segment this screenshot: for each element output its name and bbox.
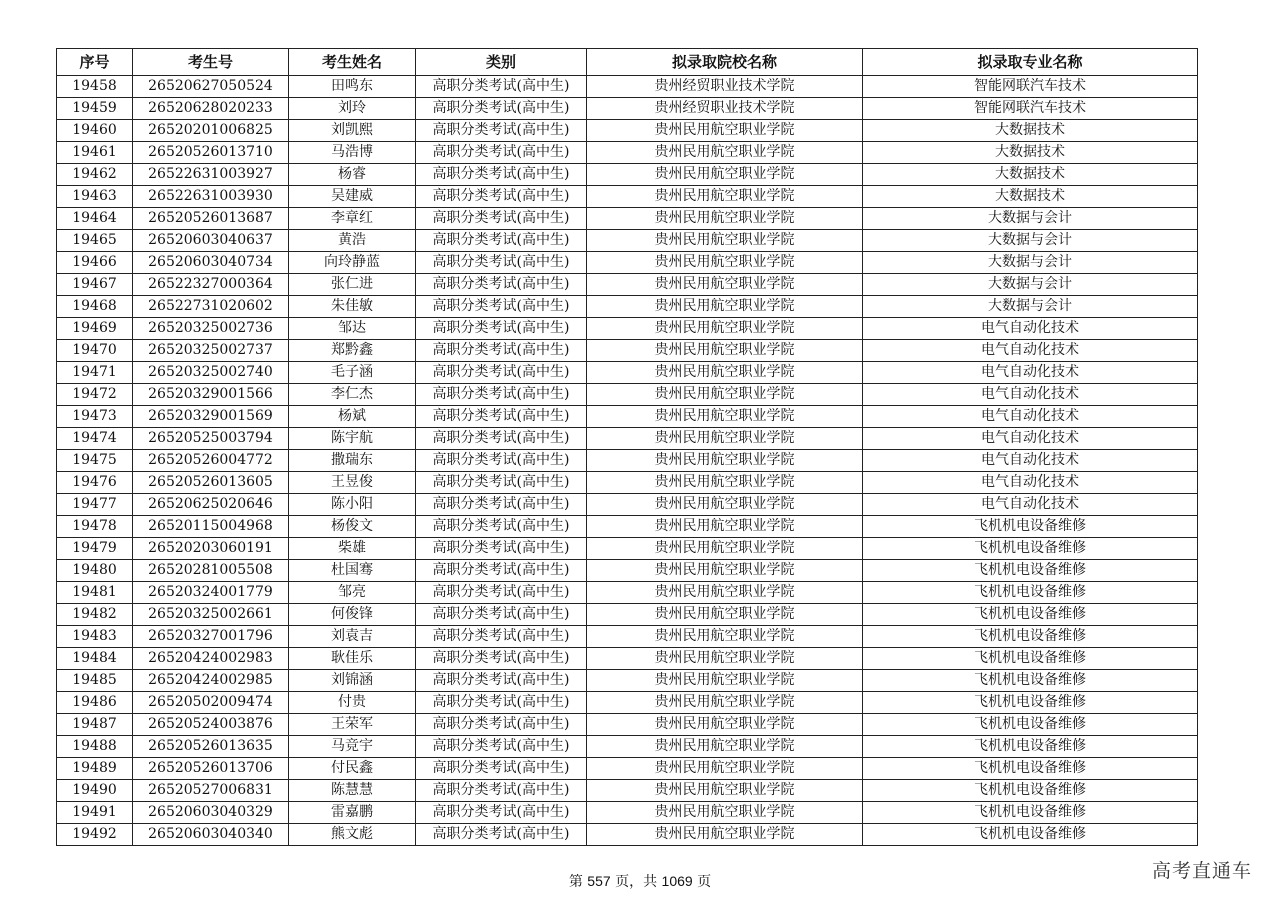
table-row	[57, 780, 1198, 802]
table-row	[57, 274, 1198, 296]
cell-category: 高职分类考试(高中生)	[416, 230, 587, 252]
cell-exam-id: 26520526004772	[133, 450, 289, 472]
cell-school: 贵州民用航空职业学院	[587, 362, 863, 384]
cell-category: 高职分类考试(高中生)	[416, 626, 587, 648]
table-row	[57, 736, 1198, 758]
table-row	[57, 824, 1198, 846]
cell-exam-id: 26522327000364	[133, 274, 289, 296]
cell-major: 电气自动化技术	[863, 450, 1198, 472]
cell-seq: 19458	[57, 76, 133, 98]
cell-school: 贵州民用航空职业学院	[587, 230, 863, 252]
table-row	[57, 318, 1198, 340]
cell-name: 田鸣东	[289, 76, 416, 98]
cell-major: 大数据与会计	[863, 252, 1198, 274]
cell-major: 电气自动化技术	[863, 384, 1198, 406]
admission-table	[56, 48, 1198, 846]
cell-seq: 19471	[57, 362, 133, 384]
cell-exam-id: 26520325002736	[133, 318, 289, 340]
cell-school: 贵州民用航空职业学院	[587, 120, 863, 142]
cell-school: 贵州民用航空职业学院	[587, 692, 863, 714]
cell-exam-id: 26520325002740	[133, 362, 289, 384]
cell-exam-id: 26522631003930	[133, 186, 289, 208]
cell-name: 杨睿	[289, 164, 416, 186]
table-row	[57, 802, 1198, 824]
cell-category: 高职分类考试(高中生)	[416, 824, 587, 846]
cell-category: 高职分类考试(高中生)	[416, 604, 587, 626]
cell-seq: 19481	[57, 582, 133, 604]
cell-name: 刘凯熙	[289, 120, 416, 142]
cell-category: 高职分类考试(高中生)	[416, 76, 587, 98]
cell-seq: 19466	[57, 252, 133, 274]
cell-school: 贵州民用航空职业学院	[587, 384, 863, 406]
cell-category: 高职分类考试(高中生)	[416, 274, 587, 296]
cell-name: 黄浩	[289, 230, 416, 252]
cell-name: 何俊锋	[289, 604, 416, 626]
table-row	[57, 692, 1198, 714]
cell-exam-id: 26520627050524	[133, 76, 289, 98]
cell-major: 飞机机电设备维修	[863, 714, 1198, 736]
cell-category: 高职分类考试(高中生)	[416, 780, 587, 802]
cell-seq: 19489	[57, 758, 133, 780]
cell-major: 飞机机电设备维修	[863, 802, 1198, 824]
table-row	[57, 340, 1198, 362]
table-row	[57, 516, 1198, 538]
cell-category: 高职分类考试(高中生)	[416, 384, 587, 406]
cell-name: 付民鑫	[289, 758, 416, 780]
cell-school: 贵州民用航空职业学院	[587, 516, 863, 538]
cell-school: 贵州民用航空职业学院	[587, 648, 863, 670]
cell-exam-id: 26520603040734	[133, 252, 289, 274]
cell-seq: 19476	[57, 472, 133, 494]
table-row	[57, 186, 1198, 208]
cell-school: 贵州经贸职业技术学院	[587, 76, 863, 98]
cell-category: 高职分类考试(高中生)	[416, 362, 587, 384]
cell-name: 王荣军	[289, 714, 416, 736]
cell-category: 高职分类考试(高中生)	[416, 186, 587, 208]
cell-name: 雷嘉鹏	[289, 802, 416, 824]
cell-name: 杜国骞	[289, 560, 416, 582]
cell-category: 高职分类考试(高中生)	[416, 802, 587, 824]
cell-major: 大数据与会计	[863, 230, 1198, 252]
cell-name: 耿佳乐	[289, 648, 416, 670]
cell-seq: 19463	[57, 186, 133, 208]
cell-exam-id: 26520502009474	[133, 692, 289, 714]
table-row	[57, 538, 1198, 560]
cell-category: 高职分类考试(高中生)	[416, 582, 587, 604]
cell-exam-id: 26520424002985	[133, 670, 289, 692]
cell-name: 邹亮	[289, 582, 416, 604]
cell-school: 贵州民用航空职业学院	[587, 472, 863, 494]
cell-category: 高职分类考试(高中生)	[416, 98, 587, 120]
cell-category: 高职分类考试(高中生)	[416, 450, 587, 472]
cell-major: 大数据与会计	[863, 274, 1198, 296]
cell-major: 飞机机电设备维修	[863, 626, 1198, 648]
cell-school: 贵州民用航空职业学院	[587, 670, 863, 692]
cell-exam-id: 26520324001779	[133, 582, 289, 604]
cell-exam-id: 26520526013605	[133, 472, 289, 494]
cell-exam-id: 26520281005508	[133, 560, 289, 582]
cell-major: 电气自动化技术	[863, 318, 1198, 340]
cell-category: 高职分类考试(高中生)	[416, 252, 587, 274]
cell-school: 贵州民用航空职业学院	[587, 164, 863, 186]
cell-exam-id: 26520603040329	[133, 802, 289, 824]
page-suffix: 页	[697, 874, 712, 890]
cell-seq: 19480	[57, 560, 133, 582]
cell-exam-id: 26520325002661	[133, 604, 289, 626]
table-row	[57, 648, 1198, 670]
table-row	[57, 560, 1198, 582]
cell-major: 飞机机电设备维修	[863, 516, 1198, 538]
cell-name: 张仁进	[289, 274, 416, 296]
table-row	[57, 384, 1198, 406]
cell-school: 贵州民用航空职业学院	[587, 142, 863, 164]
table-body	[57, 76, 1198, 846]
cell-major: 飞机机电设备维修	[863, 670, 1198, 692]
cell-major: 飞机机电设备维修	[863, 648, 1198, 670]
cell-category: 高职分类考试(高中生)	[416, 428, 587, 450]
cell-name: 朱佳敏	[289, 296, 416, 318]
header-school: 拟录取院校名称	[587, 49, 863, 76]
cell-exam-id: 26520526013706	[133, 758, 289, 780]
cell-school: 贵州民用航空职业学院	[587, 802, 863, 824]
cell-name: 吴建威	[289, 186, 416, 208]
page-footer	[0, 872, 1280, 891]
cell-seq: 19477	[57, 494, 133, 516]
cell-category: 高职分类考试(高中生)	[416, 340, 587, 362]
cell-category: 高职分类考试(高中生)	[416, 406, 587, 428]
cell-exam-id: 26520526013710	[133, 142, 289, 164]
cell-major: 电气自动化技术	[863, 428, 1198, 450]
cell-school: 贵州民用航空职业学院	[587, 296, 863, 318]
cell-exam-id: 26520526013635	[133, 736, 289, 758]
admission-table-container	[56, 48, 1197, 846]
cell-major: 大数据技术	[863, 120, 1198, 142]
cell-exam-id: 26520329001569	[133, 406, 289, 428]
table-row	[57, 296, 1198, 318]
cell-school: 贵州民用航空职业学院	[587, 406, 863, 428]
cell-school: 贵州民用航空职业学院	[587, 186, 863, 208]
cell-seq: 19467	[57, 274, 133, 296]
cell-seq: 19485	[57, 670, 133, 692]
cell-exam-id: 26520325002737	[133, 340, 289, 362]
cell-school: 贵州民用航空职业学院	[587, 714, 863, 736]
cell-exam-id: 26522631003927	[133, 164, 289, 186]
cell-name: 杨俊文	[289, 516, 416, 538]
cell-name: 马竞宇	[289, 736, 416, 758]
cell-category: 高职分类考试(高中生)	[416, 538, 587, 560]
cell-seq: 19464	[57, 208, 133, 230]
table-row	[57, 208, 1198, 230]
cell-seq: 19472	[57, 384, 133, 406]
cell-category: 高职分类考试(高中生)	[416, 120, 587, 142]
cell-school: 贵州民用航空职业学院	[587, 274, 863, 296]
cell-category: 高职分类考试(高中生)	[416, 670, 587, 692]
cell-category: 高职分类考试(高中生)	[416, 318, 587, 340]
header-name: 考生姓名	[289, 49, 416, 76]
cell-category: 高职分类考试(高中生)	[416, 472, 587, 494]
cell-name: 刘锦涵	[289, 670, 416, 692]
cell-exam-id: 26520526013687	[133, 208, 289, 230]
cell-exam-id: 26522731020602	[133, 296, 289, 318]
cell-seq: 19462	[57, 164, 133, 186]
cell-exam-id: 26520201006825	[133, 120, 289, 142]
table-row	[57, 164, 1198, 186]
cell-major: 飞机机电设备维修	[863, 538, 1198, 560]
cell-category: 高职分类考试(高中生)	[416, 296, 587, 318]
cell-name: 刘玲	[289, 98, 416, 120]
table-row	[57, 670, 1198, 692]
table-row	[57, 76, 1198, 98]
header-category: 类别	[416, 49, 587, 76]
cell-school: 贵州民用航空职业学院	[587, 494, 863, 516]
cell-name: 陈慧慧	[289, 780, 416, 802]
cell-exam-id: 26520329001566	[133, 384, 289, 406]
cell-seq: 19490	[57, 780, 133, 802]
cell-name: 李章红	[289, 208, 416, 230]
cell-exam-id: 26520603040340	[133, 824, 289, 846]
cell-name: 杨斌	[289, 406, 416, 428]
cell-major: 飞机机电设备维修	[863, 780, 1198, 802]
cell-school: 贵州民用航空职业学院	[587, 252, 863, 274]
cell-school: 贵州民用航空职业学院	[587, 582, 863, 604]
cell-category: 高职分类考试(高中生)	[416, 736, 587, 758]
cell-category: 高职分类考试(高中生)	[416, 142, 587, 164]
cell-seq: 19482	[57, 604, 133, 626]
table-row	[57, 450, 1198, 472]
cell-school: 贵州民用航空职业学院	[587, 428, 863, 450]
cell-name: 撒瑞东	[289, 450, 416, 472]
cell-exam-id: 26520527006831	[133, 780, 289, 802]
cell-seq: 19473	[57, 406, 133, 428]
cell-seq: 19486	[57, 692, 133, 714]
cell-seq: 19465	[57, 230, 133, 252]
cell-seq: 19459	[57, 98, 133, 120]
header-seq: 序号	[57, 49, 133, 76]
table-row	[57, 604, 1198, 626]
cell-major: 智能网联汽车技术	[863, 76, 1198, 98]
cell-major: 电气自动化技术	[863, 472, 1198, 494]
table-row	[57, 98, 1198, 120]
cell-seq: 19470	[57, 340, 133, 362]
page-total: 1069	[661, 873, 693, 889]
cell-major: 飞机机电设备维修	[863, 582, 1198, 604]
cell-major: 电气自动化技术	[863, 494, 1198, 516]
cell-seq: 19475	[57, 450, 133, 472]
table-row	[57, 472, 1198, 494]
table-row	[57, 626, 1198, 648]
cell-major: 飞机机电设备维修	[863, 604, 1198, 626]
cell-seq: 19460	[57, 120, 133, 142]
cell-exam-id: 26520625020646	[133, 494, 289, 516]
cell-school: 贵州民用航空职业学院	[587, 736, 863, 758]
cell-name: 付贵	[289, 692, 416, 714]
cell-category: 高职分类考试(高中生)	[416, 692, 587, 714]
cell-major: 电气自动化技术	[863, 406, 1198, 428]
cell-exam-id: 26520424002983	[133, 648, 289, 670]
cell-major: 电气自动化技术	[863, 340, 1198, 362]
table-row	[57, 230, 1198, 252]
cell-category: 高职分类考试(高中生)	[416, 208, 587, 230]
cell-major: 大数据与会计	[863, 208, 1198, 230]
table-row	[57, 362, 1198, 384]
cell-major: 飞机机电设备维修	[863, 560, 1198, 582]
cell-seq: 19468	[57, 296, 133, 318]
cell-seq: 19487	[57, 714, 133, 736]
cell-category: 高职分类考试(高中生)	[416, 494, 587, 516]
cell-name: 熊文彪	[289, 824, 416, 846]
cell-seq: 19474	[57, 428, 133, 450]
cell-exam-id: 26520115004968	[133, 516, 289, 538]
cell-major: 飞机机电设备维修	[863, 824, 1198, 846]
table-row	[57, 406, 1198, 428]
cell-major: 大数据与会计	[863, 296, 1198, 318]
cell-category: 高职分类考试(高中生)	[416, 516, 587, 538]
cell-major: 飞机机电设备维修	[863, 758, 1198, 780]
table-row	[57, 120, 1198, 142]
cell-major: 大数据技术	[863, 142, 1198, 164]
cell-category: 高职分类考试(高中生)	[416, 714, 587, 736]
table-row	[57, 714, 1198, 736]
cell-exam-id: 26520628020233	[133, 98, 289, 120]
cell-name: 柴雄	[289, 538, 416, 560]
cell-exam-id: 26520525003794	[133, 428, 289, 450]
cell-school: 贵州民用航空职业学院	[587, 538, 863, 560]
cell-category: 高职分类考试(高中生)	[416, 648, 587, 670]
table-row	[57, 494, 1198, 516]
table-row	[57, 428, 1198, 450]
cell-name: 刘袁吉	[289, 626, 416, 648]
cell-name: 向玲静蓝	[289, 252, 416, 274]
cell-school: 贵州民用航空职业学院	[587, 780, 863, 802]
table-row	[57, 142, 1198, 164]
cell-school: 贵州经贸职业技术学院	[587, 98, 863, 120]
cell-seq: 19492	[57, 824, 133, 846]
cell-name: 李仁杰	[289, 384, 416, 406]
cell-seq: 19484	[57, 648, 133, 670]
cell-category: 高职分类考试(高中生)	[416, 560, 587, 582]
cell-seq: 19491	[57, 802, 133, 824]
table-row	[57, 252, 1198, 274]
cell-major: 大数据技术	[863, 186, 1198, 208]
cell-major: 电气自动化技术	[863, 362, 1198, 384]
cell-exam-id: 26520603040637	[133, 230, 289, 252]
cell-category: 高职分类考试(高中生)	[416, 164, 587, 186]
cell-category: 高职分类考试(高中生)	[416, 758, 587, 780]
cell-major: 飞机机电设备维修	[863, 736, 1198, 758]
cell-seq: 19469	[57, 318, 133, 340]
page-number: 557	[587, 873, 611, 889]
cell-name: 马浩博	[289, 142, 416, 164]
header-major: 拟录取专业名称	[863, 49, 1198, 76]
page-middle: 页，共	[615, 874, 658, 890]
cell-name: 陈宇航	[289, 428, 416, 450]
cell-major: 大数据技术	[863, 164, 1198, 186]
table-row	[57, 758, 1198, 780]
header-exam-id: 考生号	[133, 49, 289, 76]
cell-seq: 19488	[57, 736, 133, 758]
cell-school: 贵州民用航空职业学院	[587, 318, 863, 340]
cell-name: 陈小阳	[289, 494, 416, 516]
cell-seq: 19478	[57, 516, 133, 538]
table-row	[57, 582, 1198, 604]
page-prefix: 第	[568, 874, 583, 890]
cell-name: 郑黔鑫	[289, 340, 416, 362]
cell-name: 邹达	[289, 318, 416, 340]
cell-school: 贵州民用航空职业学院	[587, 208, 863, 230]
cell-seq: 19479	[57, 538, 133, 560]
cell-exam-id: 26520524003876	[133, 714, 289, 736]
cell-name: 毛子涵	[289, 362, 416, 384]
header-row	[57, 49, 1198, 76]
cell-school: 贵州民用航空职业学院	[587, 758, 863, 780]
brand-watermark-text: 高考直通车	[1151, 860, 1252, 882]
cell-school: 贵州民用航空职业学院	[587, 450, 863, 472]
cell-seq: 19483	[57, 626, 133, 648]
cell-major: 智能网联汽车技术	[863, 98, 1198, 120]
table-header	[57, 49, 1198, 76]
cell-seq: 19461	[57, 142, 133, 164]
cell-exam-id: 26520327001796	[133, 626, 289, 648]
cell-school: 贵州民用航空职业学院	[587, 824, 863, 846]
cell-school: 贵州民用航空职业学院	[587, 340, 863, 362]
cell-name: 王昱俊	[289, 472, 416, 494]
cell-school: 贵州民用航空职业学院	[587, 560, 863, 582]
cell-exam-id: 26520203060191	[133, 538, 289, 560]
cell-major: 飞机机电设备维修	[863, 692, 1198, 714]
cell-school: 贵州民用航空职业学院	[587, 604, 863, 626]
cell-school: 贵州民用航空职业学院	[587, 626, 863, 648]
